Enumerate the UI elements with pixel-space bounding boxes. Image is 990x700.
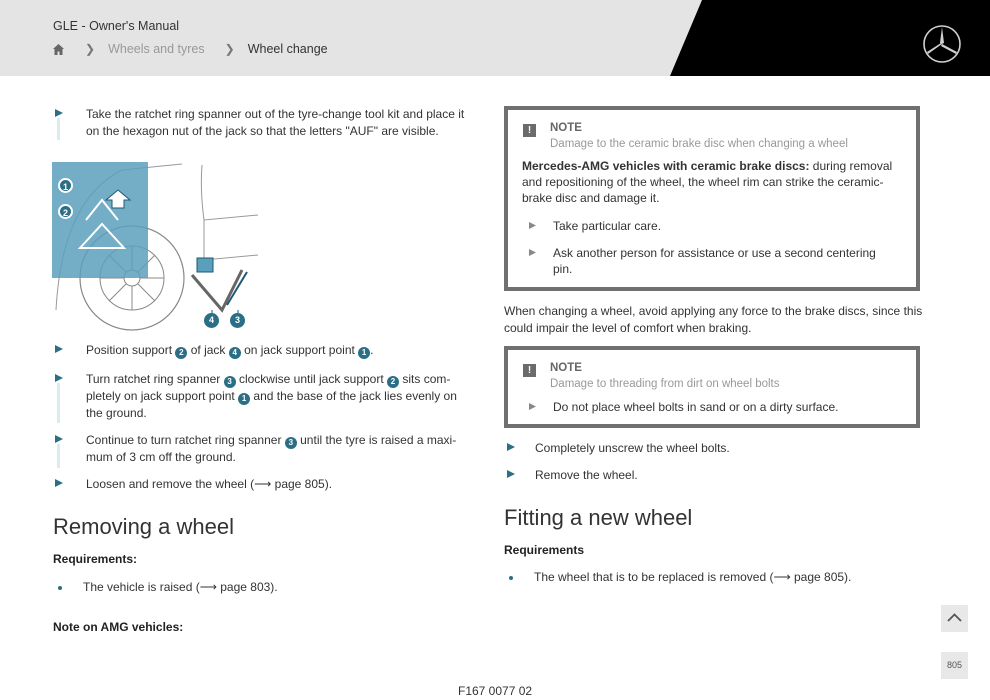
chevron-right-icon: ❯	[224, 42, 235, 56]
step-bar	[57, 383, 60, 423]
note-step-text	[553, 245, 876, 277]
heading-removing-a-wheel: Removing a wheel	[53, 514, 234, 539]
callout-1: 1	[58, 178, 73, 193]
text-segment: Ask another person for assistance or use a second centering	[553, 246, 876, 260]
step-arrow-icon	[529, 403, 536, 410]
page-number-button[interactable]: 805	[941, 652, 968, 679]
note-label: NOTE	[550, 362, 582, 374]
requirement-text: The wheel that is to be replaced is removed (⟶ page 805).	[534, 570, 852, 584]
breadcrumb-wheel-change: Wheel change	[247, 42, 328, 56]
heading-fitting-a-new-wheel: Fitting a new wheel	[504, 505, 693, 530]
step-position-support	[55, 342, 475, 362]
note-step-text: Take particular care.	[553, 219, 662, 233]
breadcrumb-wheels-and-tyres[interactable]: Wheels and tyres	[108, 42, 205, 56]
requirement-item	[504, 570, 924, 586]
requirements-label: Requirements	[504, 543, 585, 557]
text-segment: clockwise until jack support	[235, 372, 388, 386]
text-segment: pin.	[553, 262, 573, 276]
bullet-dot	[509, 576, 513, 580]
step-text: Remove the wheel.	[535, 468, 638, 482]
step-arrow-icon	[507, 470, 515, 478]
text-segment: and repositioning of the wheel, the wheel rim can strike the ceramic-	[522, 175, 884, 189]
breadcrumb	[52, 42, 328, 56]
step-text: Completely unscrew the wheel bolts.	[535, 441, 730, 455]
note-step	[522, 245, 902, 277]
chevron-right-icon: ❯	[85, 42, 96, 56]
step-text	[86, 342, 374, 359]
manual-title: GLE - Owner's Manual	[53, 19, 180, 33]
text-segment: until the tyre is raised a maxi-	[296, 433, 457, 447]
callout-ref: 1	[238, 393, 250, 405]
note-bold-lead: Mercedes-AMG vehicles with ceramic brake discs:	[522, 159, 810, 173]
requirements-label: Requirements:	[53, 552, 138, 566]
text-segment: on jack support point	[240, 343, 359, 357]
callout-3: 3	[230, 313, 245, 328]
step-text: Loosen and remove the wheel (⟶ page 805).	[86, 477, 333, 491]
note-body	[522, 158, 902, 206]
text-segment: .	[370, 343, 374, 357]
text-segment: sits com-	[399, 372, 451, 386]
warning-icon: !	[523, 124, 536, 137]
step-text: Take the ratchet ring spanner out of the tyre-change tool kit and place it on the hexagon nut of the jack so that the letters "AUF" are visible.	[86, 107, 465, 138]
home-icon[interactable]	[52, 43, 65, 56]
callout-ref: 3	[224, 376, 236, 388]
step-text	[86, 371, 457, 422]
requirement-item	[53, 580, 453, 596]
page-header	[0, 0, 990, 76]
text-segment: Continue to turn ratchet ring spanner	[86, 433, 285, 447]
step-bar	[57, 118, 60, 140]
chevron-up-icon	[941, 605, 968, 632]
bullet-dot	[58, 586, 62, 590]
text-segment: mum of 3 cm off the ground.	[86, 450, 236, 464]
text-segment: Position support	[86, 343, 176, 357]
callout-ref: 3	[285, 437, 297, 449]
text-segment: Turn ratchet ring spanner	[86, 372, 224, 386]
step-unscrew-bolts	[507, 440, 907, 460]
step-turn-spanner	[55, 371, 475, 423]
requirement-text: The vehicle is raised (⟶ page 803).	[83, 580, 278, 594]
note-ceramic-brake	[504, 106, 920, 291]
step-arrow-icon	[55, 345, 63, 353]
step-arrow-icon	[55, 374, 63, 382]
note-step	[522, 218, 902, 234]
text-segment: brake disc and damage it.	[522, 191, 660, 205]
note-subtitle: Damage to threading from dirt on wheel bolts	[550, 378, 780, 390]
text-segment: When changing a wheel, avoid applying any force to the brake discs, since this	[504, 304, 923, 318]
note-wheel-bolts	[504, 346, 920, 428]
jack-illustration	[52, 160, 262, 332]
note-label: NOTE	[550, 122, 582, 134]
scroll-up-button[interactable]	[941, 605, 968, 632]
text-segment: could impair the level of comfort when braking.	[504, 320, 752, 335]
callout-ref: 4	[229, 347, 241, 359]
step-continue-turning	[55, 432, 475, 468]
note-step-text: Do not place wheel bolts in sand or on a dirty surface.	[553, 400, 839, 414]
text-segment: during removal	[809, 159, 893, 173]
amg-note-label: Note on AMG vehicles:	[53, 620, 184, 634]
mercedes-star-icon[interactable]	[922, 24, 962, 64]
step-arrow-icon	[507, 443, 515, 451]
callout-ref: 2	[387, 376, 399, 388]
note-subtitle: Damage to the ceramic brake disc when changing a wheel	[550, 138, 848, 150]
step-loosen-remove	[55, 476, 475, 496]
step-take-spanner	[55, 106, 475, 140]
step-arrow-icon	[529, 249, 536, 256]
callout-2: 2	[58, 204, 73, 219]
callout-ref: 1	[358, 347, 370, 359]
text-segment: and the base of the jack lies evenly on	[250, 389, 457, 403]
step-arrow-icon	[529, 222, 536, 229]
text-segment: the ground.	[86, 406, 147, 420]
brake-disc-paragraph	[504, 303, 924, 336]
warning-icon: !	[523, 364, 536, 377]
step-arrow-icon	[55, 435, 63, 443]
text-segment: pletely on jack support point	[86, 389, 239, 403]
step-bar	[57, 444, 60, 468]
step-arrow-icon	[55, 109, 63, 117]
callout-ref: 2	[175, 347, 187, 359]
figure-code: F167 0077 02	[458, 684, 533, 698]
step-arrow-icon	[55, 479, 63, 487]
callout-4: 4	[204, 313, 219, 328]
step-text	[86, 432, 456, 466]
text-segment: of jack	[187, 343, 229, 357]
note-step	[522, 399, 902, 415]
step-remove-wheel	[507, 467, 907, 487]
